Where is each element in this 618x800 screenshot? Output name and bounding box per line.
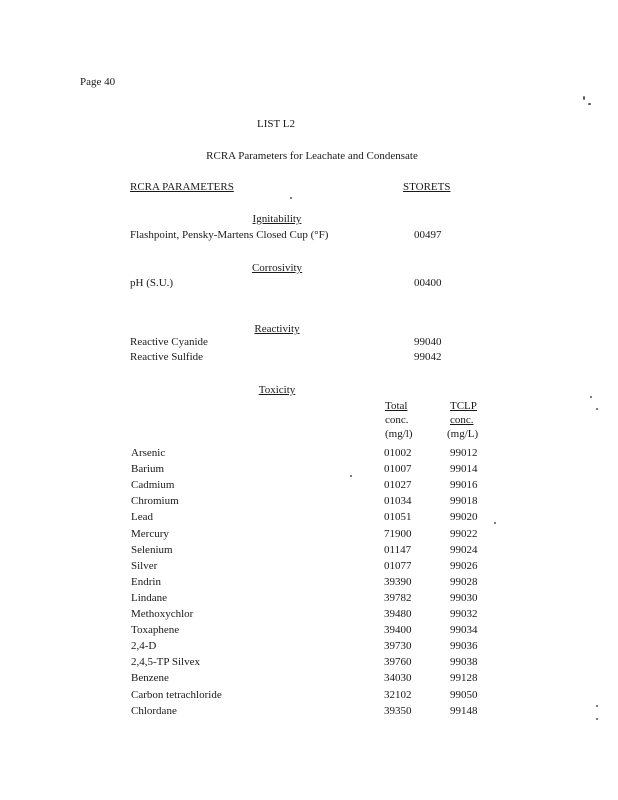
scan-speck — [290, 197, 292, 199]
toxicity-row-tclp: 99028 — [450, 576, 478, 588]
toxicity-row-tclp: 99026 — [450, 560, 478, 572]
reactivity-row-storet: 99042 — [414, 351, 442, 363]
total-conc-header: Total — [385, 400, 408, 412]
corrosivity-heading: Corrosivity — [251, 262, 303, 274]
toxicity-row-name: 2,4-D — [131, 640, 157, 652]
toxicity-row-total: 34030 — [384, 672, 412, 684]
toxicity-row-total: 39390 — [384, 576, 412, 588]
total-conc-header: (mg/l) — [385, 428, 413, 440]
flashpoint-storet: 00497 — [414, 229, 442, 241]
toxicity-row-tclp: 99148 — [450, 705, 478, 717]
reactivity-row-name: Reactive Sulfide — [130, 351, 204, 363]
toxicity-row-total: 39400 — [384, 624, 412, 636]
scan-speck — [590, 396, 592, 398]
toxicity-row-tclp: 99020 — [450, 511, 478, 523]
toxicity-row-name: Carbon tetrachloride — [131, 689, 222, 701]
toxicity-row-tclp: 99024 — [450, 544, 478, 556]
toxicity-row-total: 01051 — [384, 511, 412, 523]
toxicity-row-name: Selenium — [131, 544, 173, 556]
tclp-conc-header: TCLP — [450, 400, 477, 412]
toxicity-row-name: Mercury — [131, 528, 169, 540]
toxicity-row-name: Lindane — [131, 592, 168, 604]
toxicity-row-total: 01077 — [384, 560, 412, 572]
toxicity-row-total: 01147 — [384, 544, 412, 556]
scan-speck — [494, 522, 496, 524]
toxicity-row-total: 01007 — [384, 463, 412, 475]
ph-param: pH (S.U.) — [130, 277, 174, 289]
total-conc-header: conc. — [385, 414, 409, 426]
toxicity-row-tclp: 99050 — [450, 689, 478, 701]
document-subtitle: RCRA Parameters for Leachate and Condensate — [206, 150, 418, 162]
scan-speck — [596, 408, 598, 410]
toxicity-row-total: 39782 — [384, 592, 412, 604]
toxicity-row-tclp: 99016 — [450, 479, 478, 491]
rcra-parameters-heading: RCRA PARAMETERS — [130, 181, 234, 193]
toxicity-row-name: Toxaphene — [131, 624, 180, 636]
scan-speck — [583, 96, 585, 100]
toxicity-row-total: 01002 — [384, 447, 412, 459]
toxicity-row-name: Cadmium — [131, 479, 175, 491]
toxicity-row-name: 2,4,5-TP Silvex — [131, 656, 200, 668]
toxicity-row-name: Silver — [131, 560, 158, 572]
toxicity-row-name: Barium — [131, 463, 164, 475]
toxicity-row-name: Arsenic — [131, 447, 166, 459]
flashpoint-param: Flashpoint, Pensky-Martens Closed Cup (°F) — [130, 229, 329, 241]
toxicity-row-name: Methoxychlor — [131, 608, 194, 620]
toxicity-row-name: Benzene — [131, 672, 169, 684]
toxicity-row-tclp: 99034 — [450, 624, 478, 636]
toxicity-heading: Toxicity — [258, 384, 296, 396]
toxicity-row-total: 39480 — [384, 608, 412, 620]
toxicity-row-total: 39350 — [384, 705, 412, 717]
toxicity-row-tclp: 99030 — [450, 592, 478, 604]
toxicity-row-tclp: 99032 — [450, 608, 478, 620]
scan-speck — [588, 103, 591, 105]
ignitability-heading: Ignitability — [252, 213, 302, 225]
toxicity-row-total: 32102 — [384, 689, 412, 701]
scan-speck — [596, 705, 598, 707]
toxicity-row-name: Chlordane — [131, 705, 177, 717]
toxicity-row-total: 39760 — [384, 656, 412, 668]
toxicity-row-name: Endrin — [131, 576, 161, 588]
toxicity-row-tclp: 99012 — [450, 447, 478, 459]
toxicity-row-total: 71900 — [384, 528, 412, 540]
toxicity-row-name: Chromium — [131, 495, 179, 507]
scan-speck — [596, 718, 598, 720]
toxicity-row-tclp: 99014 — [450, 463, 478, 475]
page-label: Page 40 — [80, 76, 116, 88]
toxicity-row-name: Lead — [131, 511, 153, 523]
toxicity-row-tclp: 99022 — [450, 528, 478, 540]
scan-speck — [350, 475, 352, 477]
tclp-conc-header: conc. — [450, 414, 474, 426]
tclp-conc-header: (mg/L) — [447, 428, 479, 440]
toxicity-row-tclp: 99128 — [450, 672, 478, 684]
toxicity-row-total: 39730 — [384, 640, 412, 652]
toxicity-row-tclp: 99038 — [450, 656, 478, 668]
storets-heading: STORETS — [403, 181, 451, 193]
toxicity-row-tclp: 99036 — [450, 640, 478, 652]
toxicity-row-total: 01027 — [384, 479, 412, 491]
reactivity-row-storet: 99040 — [414, 336, 442, 348]
toxicity-row-tclp: 99018 — [450, 495, 478, 507]
list-title: LIST L2 — [257, 118, 295, 130]
reactivity-heading: Reactivity — [254, 323, 300, 335]
reactivity-row-name: Reactive Cyanide — [130, 336, 208, 348]
ph-storet: 00400 — [414, 277, 442, 289]
toxicity-row-total: 01034 — [384, 495, 412, 507]
